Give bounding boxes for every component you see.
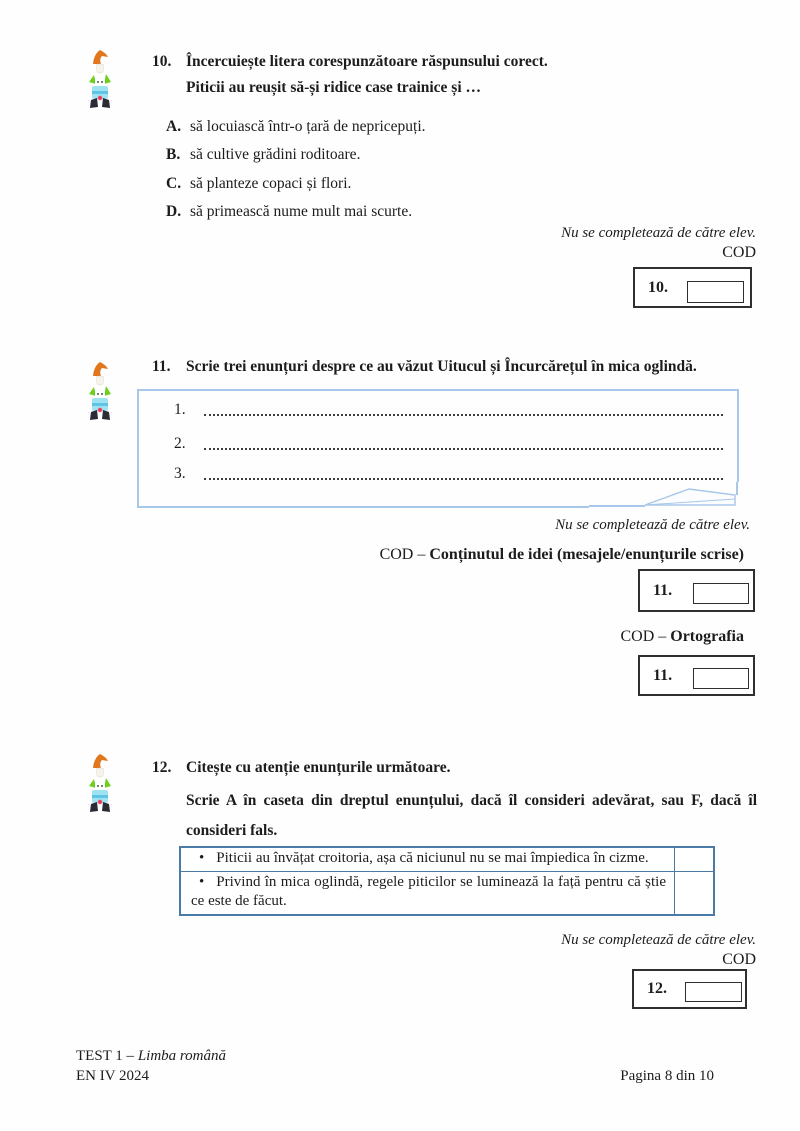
write-line-1-number: 1.	[174, 401, 186, 418]
option-a	[166, 118, 426, 136]
cod-content-prefix: COD –	[379, 546, 430, 563]
option-a-letter: A.	[166, 118, 182, 135]
cod-score-field-q11-content[interactable]	[693, 583, 749, 604]
write-line-2	[174, 433, 723, 453]
cod-box-number-q11-orthography: 11.	[653, 666, 673, 684]
question-12-header	[152, 758, 752, 777]
gnome-icon	[88, 752, 112, 814]
cod-score-box-q10	[633, 267, 752, 308]
question-12-instruction: Scrie A în caseta din dreptul enunțului, dacă îl consideri adevărat, sau F, dacă îl consideri fals.	[186, 792, 757, 839]
cod-box-number-q11-content: 11.	[653, 581, 673, 599]
table-row	[181, 871, 713, 914]
true-false-table	[179, 846, 715, 916]
option-b	[166, 146, 360, 164]
statement-1-text: Piticii au învățat croitoria, așa că niciunul nu se mai împiedica în cizme.	[216, 850, 649, 866]
question-10-stem: Piticii au reușit să-și ridice case trainice și …	[186, 79, 482, 96]
question-11-title: Scrie trei enunțuri despre ce au văzut Uitucul și Încurcărețul în mica oglindă.	[186, 358, 697, 375]
gnome-icon	[88, 360, 112, 422]
question-12-number: 12.	[152, 759, 172, 776]
question-10-title: Încercuiește litera corespunzătoare răspunsului corect.	[186, 53, 548, 70]
cod-score-box-q11-orthography	[638, 655, 755, 696]
cod-score-box-q11-content	[638, 569, 755, 612]
question-11-header	[152, 357, 772, 376]
cod-box-number-q10: 10.	[648, 278, 668, 296]
not-filled-note-q11: Nu se completează de către elev.	[555, 517, 750, 533]
option-c-letter: C.	[166, 175, 182, 192]
write-line-2-dotted-line[interactable]	[204, 436, 723, 450]
answer-cell-1[interactable]	[674, 848, 713, 871]
table-row	[181, 848, 713, 871]
cod-content-label	[380, 546, 744, 564]
statement-cell-1	[181, 848, 674, 871]
cod-score-box-q12	[632, 969, 747, 1009]
write-line-1	[174, 399, 723, 419]
cod-score-field-q12[interactable]	[685, 982, 742, 1002]
question-10-number: 10.	[152, 53, 172, 70]
write-line-1-dotted-line[interactable]	[204, 402, 723, 416]
bullet-icon: •	[199, 850, 205, 866]
write-line-3-number: 3.	[174, 465, 186, 482]
footer-test-subject: Limba română	[137, 1048, 227, 1064]
write-line-2-number: 2.	[174, 435, 186, 452]
option-c	[166, 175, 351, 193]
write-line-3	[174, 463, 723, 483]
option-d	[166, 203, 412, 221]
cod-orthography-prefix: COD –	[620, 628, 671, 645]
option-a-text: să locuiască într-o țară de nepricepuți.	[190, 118, 426, 135]
cod-orthography-title: Ortografia	[670, 628, 744, 645]
option-c-text: să planteze copaci și flori.	[190, 175, 352, 192]
cod-orthography-label	[620, 628, 744, 646]
statement-cell-2	[181, 872, 674, 914]
write-line-3-dotted-line[interactable]	[204, 466, 723, 480]
option-d-text: să primească nume mult mai scurte.	[190, 203, 413, 220]
cod-content-title: Conținutul de idei (mesajele/enunțurile scrise)	[429, 546, 744, 563]
not-filled-note-q12: Nu se completează de către elev.	[561, 932, 756, 948]
cod-score-field-q11-orthography[interactable]	[693, 668, 749, 689]
option-d-letter: D.	[166, 203, 182, 220]
question-11-number: 11.	[152, 358, 171, 375]
writing-area-q11	[137, 389, 739, 508]
cod-label-q12: COD	[722, 951, 756, 968]
footer-test-label: TEST 1 –	[76, 1048, 138, 1064]
option-b-letter: B.	[166, 146, 181, 163]
question-10-header	[152, 52, 752, 71]
page-fold-corner	[589, 482, 739, 508]
gnome-icon	[88, 48, 112, 110]
cod-score-field-q10[interactable]	[687, 281, 744, 303]
not-filled-note-q10: Nu se completează de către elev.	[561, 225, 756, 241]
footer-test-title	[76, 1048, 226, 1065]
bullet-icon: •	[199, 873, 205, 890]
answer-cell-2[interactable]	[674, 872, 713, 914]
cod-box-number-q12: 12.	[647, 980, 667, 997]
footer-page-number: Pagina 8 din 10	[620, 1068, 714, 1084]
statement-2-text: Privind în mica oglindă, regele piticilor se luminează la față pentru că știe ce este de făcut.	[191, 873, 666, 909]
footer-edition: EN IV 2024	[76, 1068, 150, 1084]
option-b-text: să cultive grădini roditoare.	[190, 146, 361, 163]
cod-label-q10: COD	[722, 244, 756, 261]
question-12-title: Citește cu atenție enunțurile următoare.	[186, 759, 451, 776]
